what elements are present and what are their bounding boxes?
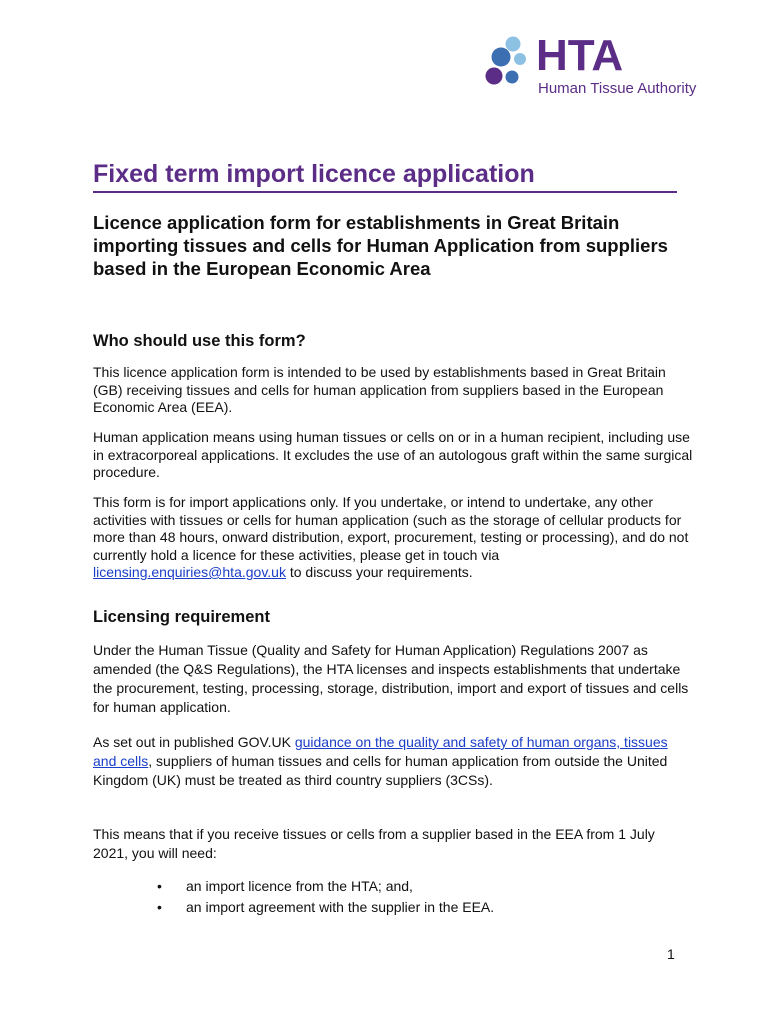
page-title: Fixed term import licence application bbox=[93, 160, 535, 188]
page-subtitle: Licence application form for establishments in Great Britain importing tissues and cells for Human Application from suppliers based in the European Economic Area bbox=[93, 212, 668, 279]
logo-circle-blue bbox=[492, 48, 511, 67]
logo-text: HTA bbox=[536, 31, 624, 80]
who-paragraph-3-end: to discuss your requirements. bbox=[285, 564, 473, 580]
who-paragraph-1: This licence application form is intended to be used by establishments based in Great Britain (GB) receiving tissues and cells for human application from suppliers based in the European Economic Area (EEA). bbox=[93, 364, 666, 415]
who-paragraph-3-text: This form is for import applications only. If you undertake, or intend to undertake, any other activities with tissues or cells for human application (such as the storage of cellular products for more than 48 hours, onward distribution, export, procurement, testing or processing), and do not currently hold a licence for these activities, please get in touch via bbox=[93, 494, 689, 563]
list-item-text: an import agreement with the supplier in the EEA. bbox=[186, 899, 495, 915]
logo-circle-light-small bbox=[514, 53, 526, 65]
logo-circle-light bbox=[506, 37, 521, 52]
govuk-guidance-link[interactable]: guidance on the quality and safety of human organs, tissues and cells bbox=[93, 734, 668, 769]
bullet-icon: • bbox=[157, 899, 162, 915]
licensing-paragraph-1: Under the Human Tissue (Quality and Safety for Human Application) Regulations 2007 as amended (the Q&S Regulations), the HTA licenses and inspects establishments that undertake the procurement, testing, processing, storage, distribution, import and export of tissues and cells for human application. bbox=[93, 642, 689, 715]
list-item-text: an import licence from the HTA; and, bbox=[186, 878, 413, 894]
licensing-email-link[interactable]: licensing.enquiries@hta.gov.uk bbox=[93, 564, 286, 580]
licensing-paragraph-2-end: , suppliers of human tissues and cells for human application from outside the United Kingdom (UK) must be treated as third country suppliers (3CSs). bbox=[93, 753, 668, 788]
section-heading-licensing: Licensing requirement bbox=[93, 608, 270, 626]
licensing-paragraph-2-text: As set out in published GOV.UK bbox=[93, 734, 295, 750]
logo-circle-purple bbox=[486, 68, 503, 85]
hta-logo-mark-icon bbox=[484, 36, 534, 100]
logo-circle-blue-small bbox=[506, 71, 519, 84]
list-item bbox=[150, 876, 494, 897]
who-paragraph-3 bbox=[93, 494, 693, 582]
logo-subtitle: Human Tissue Authority bbox=[538, 80, 697, 97]
bullet-icon: • bbox=[157, 878, 162, 894]
list-item bbox=[150, 897, 494, 918]
licensing-paragraph-2 bbox=[93, 733, 693, 790]
page-number: 1 bbox=[667, 946, 675, 962]
section-heading-who: Who should use this form? bbox=[93, 332, 306, 350]
requirements-list bbox=[150, 876, 494, 918]
who-paragraph-2: Human application means using human tissues or cells on or in a human recipient, including use in extracorporeal applications. It excludes the use of an autologous graft within the same surgical procedure. bbox=[93, 429, 693, 480]
hta-logo bbox=[484, 31, 704, 102]
licensing-paragraph-3: This means that if you receive tissues or cells from a supplier based in the EEA from 1 July 2021, you will need: bbox=[93, 826, 655, 861]
title-divider bbox=[93, 191, 677, 193]
